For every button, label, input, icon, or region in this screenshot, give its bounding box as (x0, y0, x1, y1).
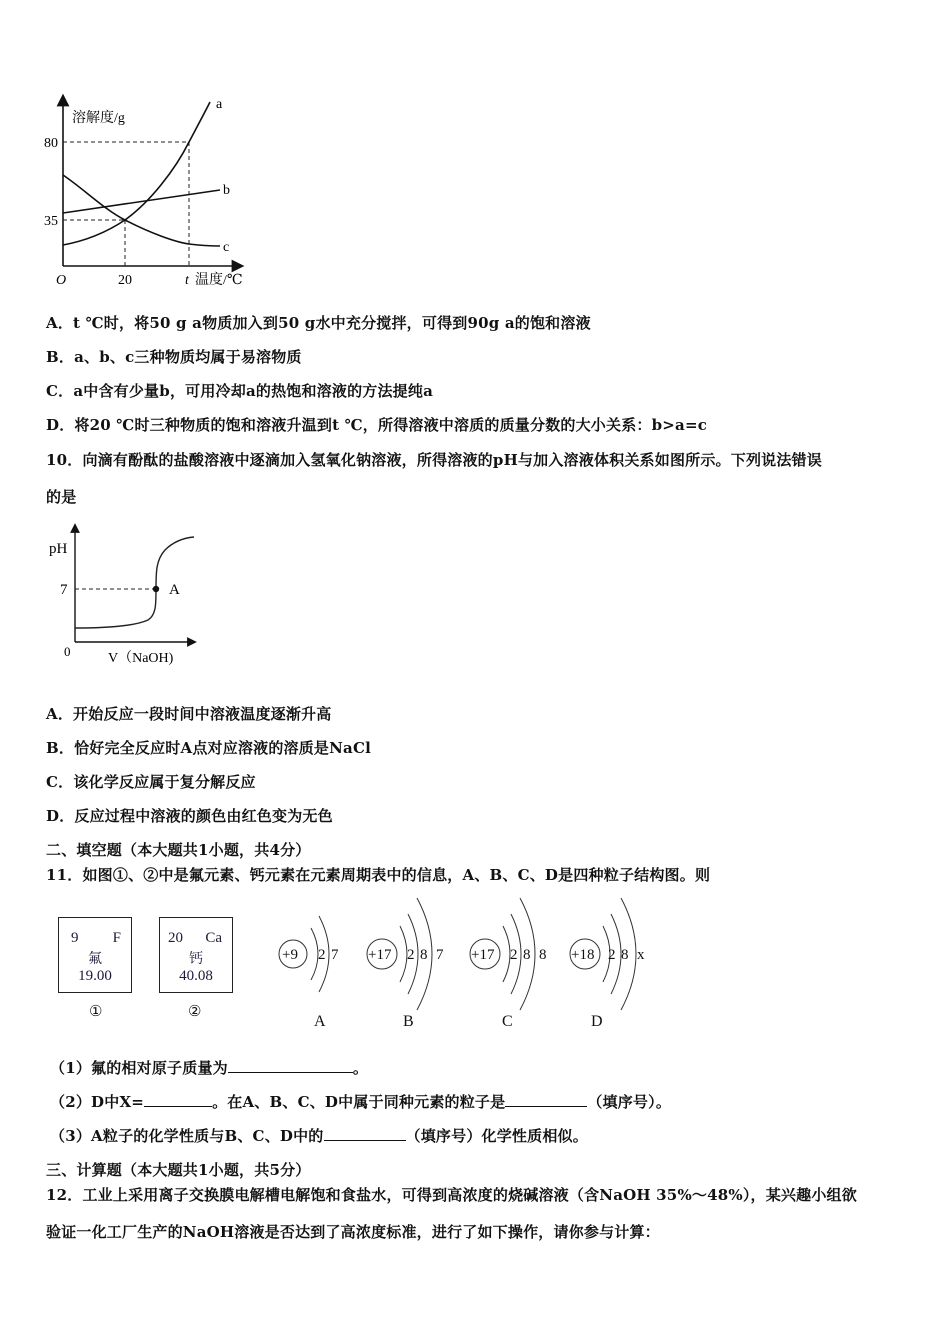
section3-title: 三、计算题（本大题共1小题，共5分） (46, 1161, 311, 1179)
origin-label: O (56, 273, 67, 288)
nucleus-a-charge: +9 (282, 947, 298, 963)
element-symbol: Ca (205, 930, 222, 946)
section2-title: 二、填空题（本大题共1小题，共4分） (46, 841, 311, 859)
shell-b-2: 8 (420, 947, 428, 963)
atomic-mass: 40.08 (179, 968, 213, 984)
ph-tick-7: 7 (60, 582, 68, 598)
ph-x-label: V（NaOH) (108, 651, 174, 666)
shell-d-3: x (637, 947, 645, 963)
q12-line1: 12．工业上采用离子交换膜电解槽电解饱和食盐水，可得到高浓度的烧碱溶液（含NaOH 35%～48%），某兴趣小组欲 (46, 1186, 857, 1204)
element-name: 氟 (88, 951, 102, 967)
q11-sub3 (50, 1125, 588, 1146)
shell-a-1: 2 (318, 947, 326, 963)
q9-option-d: D．将20 ℃时三种物质的饱和溶液升温到t ℃，所得溶液中溶质的质量分数的大小关系：b>a=c (46, 416, 708, 434)
shell-d-1: 2 (608, 947, 616, 963)
shell-b-1: 2 (407, 947, 415, 963)
figure-label-1: ① (89, 1004, 103, 1020)
curve-a-label: a (216, 97, 223, 112)
shell-d-2: 8 (621, 947, 629, 963)
particle-diagrams (265, 890, 665, 1035)
nucleus-c-charge: +17 (471, 947, 495, 963)
atomic-number: 20 (168, 930, 183, 946)
q11-sub3-end: （填序号）化学性质相似。 (405, 1127, 588, 1145)
element-name: 钙 (189, 951, 203, 967)
particle-label-b: B (403, 1013, 414, 1030)
q10-stem-line2: 的是 (46, 488, 77, 506)
x-tick-20: 20 (118, 273, 132, 288)
particle-label-a: A (314, 1013, 326, 1030)
y-tick-80: 80 (44, 136, 58, 151)
q10-stem-line1: 10．向滴有酚酞的盐酸溶液中逐滴加入氢氧化钠溶液，所得溶液的pH与加入溶液体积关系如图所示。下列说法错误 (46, 451, 822, 469)
q11-sub2-mid: 。在A、B、C、D中属于同种元素的粒子是 (212, 1093, 506, 1111)
q11-sub2-end: （填序号）。 (587, 1093, 672, 1111)
answer-blank-1[interactable] (228, 1058, 353, 1073)
shell-c-2: 8 (523, 947, 531, 963)
atomic-mass: 19.00 (78, 968, 112, 984)
q10-option-b: B．恰好完全反应时A点对应溶液的溶质是NaCl (46, 739, 371, 757)
q11-sub1-text: （1）氟的相对原子质量为 (50, 1059, 228, 1077)
ph-chart-svg (40, 520, 220, 670)
element-card-calcium (159, 917, 233, 993)
q12-line2: 验证一化工厂生产的NaOH溶液是否达到了高浓度标准，进行了如下操作，请你参与计算： (46, 1223, 660, 1241)
q11-sub1-end: 。 (352, 1059, 369, 1077)
shell-c-3: 8 (539, 947, 547, 963)
q10-option-c: C．该化学反应属于复分解反应 (46, 773, 256, 791)
q11-stem: 11．如图①、②中是氟元素、钙元素在元素周期表中的信息，A、B、C、D是四种粒子结构图。则 (46, 866, 711, 884)
point-a-label: A (169, 582, 180, 598)
x-axis-label: 温度/℃ (195, 273, 243, 288)
q11-sub3-text: （3）A粒子的化学性质与B、C、D中的 (50, 1127, 324, 1145)
curve-b-label: b (223, 183, 230, 198)
shell-a-2: 7 (331, 947, 339, 963)
nucleus-d-charge: +18 (571, 947, 595, 963)
y-tick-35: 35 (44, 214, 58, 229)
ph-origin-label: 0 (64, 644, 71, 659)
q10-option-d: D．反应过程中溶液的颜色由红色变为无色 (46, 807, 333, 825)
element-symbol: F (112, 930, 121, 946)
q11-sub2-text: （2）D中X= (50, 1093, 145, 1111)
q9-option-c: C．a中含有少量b，可用冷却a的热饱和溶液的方法提纯a (46, 382, 433, 400)
shell-c-1: 2 (510, 947, 518, 963)
q10-option-a: A．开始反应一段时间中溶液温度逐渐升高 (46, 705, 332, 723)
answer-blank-4[interactable] (324, 1126, 406, 1141)
answer-blank-3[interactable] (505, 1092, 587, 1107)
ph-chart (40, 520, 220, 670)
point-a (153, 586, 159, 592)
atomic-number: 9 (71, 930, 79, 946)
nucleus-b-charge: +17 (368, 947, 392, 963)
particle-label-d: D (591, 1013, 603, 1030)
q11-sub1 (50, 1057, 368, 1078)
q9-option-b: B．a、b、c三种物质均属于易溶物质 (46, 348, 302, 366)
solubility-chart-svg (40, 90, 260, 300)
curve-c-label: c (223, 240, 230, 255)
q11-sub2 (50, 1091, 671, 1112)
answer-blank-2[interactable] (144, 1092, 212, 1107)
shell-b-3: 7 (436, 947, 444, 963)
y-axis-label: 溶解度/g (72, 111, 125, 126)
q9-option-a: A．t ℃时，将50 g a物质加入到50 g水中充分搅拌，可得到90g a的饱和溶液 (46, 314, 591, 332)
solubility-chart (40, 90, 260, 300)
particle-label-c: C (502, 1013, 513, 1030)
x-tick-t: t (185, 273, 189, 288)
element-card-fluorine (58, 917, 132, 993)
ph-y-label: pH (49, 541, 68, 557)
curve-c (63, 175, 220, 246)
figure-label-2: ② (188, 1004, 202, 1020)
